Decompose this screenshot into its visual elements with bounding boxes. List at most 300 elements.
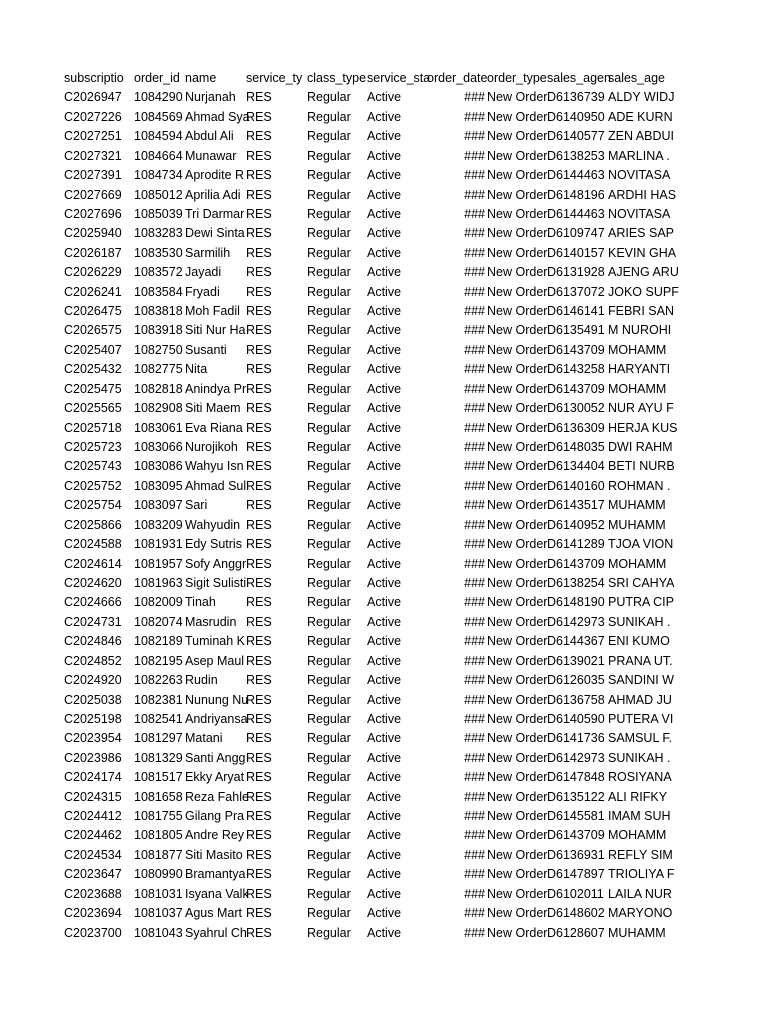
sales-agent-id-cell[interactable]: D6140590 <box>547 711 605 726</box>
order-type-cell[interactable]: New Order <box>487 187 548 202</box>
service-status-cell[interactable]: Active <box>367 498 402 513</box>
name-cell[interactable]: Aprodite R <box>185 168 245 183</box>
class-type-cell[interactable]: Regular <box>307 265 351 280</box>
sales-agent-name-cell[interactable]: NOVITASA <box>608 168 671 183</box>
service-status-cell[interactable]: Active <box>367 420 402 435</box>
class-type-cell[interactable]: Regular <box>307 323 351 338</box>
sales-agent-id-cell[interactable]: D6148035 <box>547 440 605 455</box>
name-cell[interactable]: Dewi Sinta <box>185 226 245 241</box>
order-type-cell[interactable]: New Order <box>487 886 548 901</box>
class-type-cell[interactable]: Regular <box>307 847 351 862</box>
service-type-cell[interactable]: RES <box>246 867 272 882</box>
class-type-cell[interactable]: Regular <box>307 711 351 726</box>
service-type-cell[interactable]: RES <box>246 265 272 280</box>
order-date-cell[interactable]: ### <box>464 634 485 649</box>
order-type-cell[interactable]: New Order <box>487 381 548 396</box>
service-type-cell[interactable]: RES <box>246 440 272 455</box>
order-type-cell[interactable]: New Order <box>487 478 548 493</box>
service-type-cell[interactable]: RES <box>246 673 272 688</box>
order-type-cell[interactable]: New Order <box>487 673 548 688</box>
order-type-cell[interactable]: New Order <box>487 828 548 843</box>
order-id-cell[interactable]: 1082908 <box>134 401 183 416</box>
sales-agent-name-cell[interactable]: TJOA VION <box>608 537 674 552</box>
service-status-cell[interactable]: Active <box>367 537 402 552</box>
name-cell[interactable]: Syahrul Ch <box>185 925 247 940</box>
order-date-cell[interactable]: ### <box>464 459 485 474</box>
order-date-cell[interactable]: ### <box>464 168 485 183</box>
service-type-cell[interactable]: RES <box>246 809 272 824</box>
sales-agent-id-cell[interactable]: D6102011 <box>547 886 604 901</box>
order-id-cell[interactable]: 1081329 <box>134 750 183 765</box>
sales-agent-id-cell[interactable]: D6143709 <box>547 828 605 843</box>
class-type-cell[interactable]: Regular <box>307 653 351 668</box>
subscription-cell[interactable]: C2025754 <box>64 498 122 513</box>
service-status-cell[interactable]: Active <box>367 595 402 610</box>
order-id-cell[interactable]: 1083818 <box>134 304 183 319</box>
service-type-cell[interactable]: RES <box>246 906 272 921</box>
order-id-cell[interactable]: 1082541 <box>134 711 183 726</box>
order-date-cell[interactable]: ### <box>464 342 485 357</box>
name-cell[interactable]: Susanti <box>185 342 227 357</box>
name-cell[interactable]: Reza Fahle <box>185 789 249 804</box>
sales-agent-id-cell[interactable]: D6147848 <box>547 770 605 785</box>
column-header-order-date[interactable]: order_date <box>427 71 488 85</box>
service-type-cell[interactable]: RES <box>246 731 272 746</box>
service-type-cell[interactable]: RES <box>246 614 272 629</box>
class-type-cell[interactable]: Regular <box>307 867 351 882</box>
class-type-cell[interactable]: Regular <box>307 401 351 416</box>
name-cell[interactable]: Sigit Sulisti <box>185 575 247 590</box>
service-type-cell[interactable]: RES <box>246 245 272 260</box>
class-type-cell[interactable]: Regular <box>307 828 351 843</box>
sales-agent-name-cell[interactable]: HERJA KUS <box>608 420 678 435</box>
subscription-cell[interactable]: C2024852 <box>64 653 122 668</box>
order-id-cell[interactable]: 1080990 <box>134 867 183 882</box>
order-date-cell[interactable]: ### <box>464 692 485 707</box>
order-id-cell[interactable]: 1083283 <box>134 226 183 241</box>
name-cell[interactable]: Andriyansa <box>185 711 248 726</box>
name-cell[interactable]: Nurjanah <box>185 90 236 105</box>
order-date-cell[interactable]: ### <box>464 537 485 552</box>
sales-agent-name-cell[interactable]: ENI KUMO <box>608 634 670 649</box>
service-type-cell[interactable]: RES <box>246 634 272 649</box>
order-date-cell[interactable]: ### <box>464 90 485 105</box>
sales-agent-id-cell[interactable]: D6130052 <box>547 401 605 416</box>
class-type-cell[interactable]: Regular <box>307 906 351 921</box>
class-type-cell[interactable]: Regular <box>307 129 351 144</box>
service-type-cell[interactable]: RES <box>246 323 272 338</box>
class-type-cell[interactable]: Regular <box>307 459 351 474</box>
column-header-sales-agent-id[interactable]: sales_agen <box>547 71 611 85</box>
sales-agent-id-cell[interactable]: D6138253 <box>547 148 605 163</box>
service-type-cell[interactable]: RES <box>246 847 272 862</box>
order-type-cell[interactable]: New Order <box>487 653 548 668</box>
sales-agent-id-cell[interactable]: D6135491 <box>547 323 605 338</box>
name-cell[interactable]: Wahyudin <box>185 517 241 532</box>
order-date-cell[interactable]: ### <box>464 575 485 590</box>
service-status-cell[interactable]: Active <box>367 789 402 804</box>
order-date-cell[interactable]: ### <box>464 653 485 668</box>
sales-agent-id-cell[interactable]: D6143709 <box>547 556 605 571</box>
order-date-cell[interactable]: ### <box>464 323 485 338</box>
order-date-cell[interactable]: ### <box>464 498 485 513</box>
subscription-cell[interactable]: C2023700 <box>64 925 122 940</box>
name-cell[interactable]: Ekky Aryat <box>185 770 245 785</box>
sales-agent-name-cell[interactable]: REFLY SIM <box>608 847 673 862</box>
order-type-cell[interactable]: New Order <box>487 401 548 416</box>
service-status-cell[interactable]: Active <box>367 362 402 377</box>
order-date-cell[interactable]: ### <box>464 284 485 299</box>
sales-agent-name-cell[interactable]: PUTRA CIP <box>608 595 674 610</box>
class-type-cell[interactable]: Regular <box>307 362 351 377</box>
subscription-cell[interactable]: C2025723 <box>64 440 122 455</box>
name-cell[interactable]: Nunung Nu <box>185 692 249 707</box>
subscription-cell[interactable]: C2024315 <box>64 789 122 804</box>
sales-agent-name-cell[interactable]: AHMAD JU <box>608 692 672 707</box>
sales-agent-name-cell[interactable]: DWI RAHM <box>608 440 673 455</box>
subscription-cell[interactable]: C2026187 <box>64 245 122 260</box>
order-type-cell[interactable]: New Order <box>487 750 548 765</box>
sales-agent-id-cell[interactable]: D6128607 <box>547 925 605 940</box>
service-status-cell[interactable]: Active <box>367 284 402 299</box>
service-type-cell[interactable]: RES <box>246 129 272 144</box>
column-header-name[interactable]: name <box>185 71 217 85</box>
column-header-subscription[interactable]: subscriptio <box>64 71 124 85</box>
name-cell[interactable]: Munawar <box>185 148 237 163</box>
order-date-cell[interactable]: ### <box>464 517 485 532</box>
order-date-cell[interactable]: ### <box>464 109 485 124</box>
order-date-cell[interactable]: ### <box>464 614 485 629</box>
order-type-cell[interactable]: New Order <box>487 575 548 590</box>
subscription-cell[interactable]: C2024731 <box>64 614 122 629</box>
sales-agent-name-cell[interactable]: MARYONO <box>608 906 673 921</box>
name-cell[interactable]: Anindya Pr <box>185 381 247 396</box>
subscription-cell[interactable]: C2027321 <box>64 148 122 163</box>
order-type-cell[interactable]: New Order <box>487 711 548 726</box>
class-type-cell[interactable]: Regular <box>307 692 351 707</box>
service-status-cell[interactable]: Active <box>367 109 402 124</box>
service-status-cell[interactable]: Active <box>367 847 402 862</box>
service-status-cell[interactable]: Active <box>367 187 402 202</box>
service-status-cell[interactable]: Active <box>367 692 402 707</box>
column-header-order-type[interactable]: order_type <box>487 71 547 85</box>
class-type-cell[interactable]: Regular <box>307 770 351 785</box>
service-status-cell[interactable]: Active <box>367 245 402 260</box>
order-type-cell[interactable]: New Order <box>487 595 548 610</box>
service-status-cell[interactable]: Active <box>367 750 402 765</box>
name-cell[interactable]: Gilang Pra <box>185 809 245 824</box>
sales-agent-id-cell[interactable]: D6134404 <box>547 459 605 474</box>
order-type-cell[interactable]: New Order <box>487 420 548 435</box>
order-type-cell[interactable]: New Order <box>487 809 548 824</box>
sales-agent-name-cell[interactable]: ARIES SAP <box>608 226 674 241</box>
service-status-cell[interactable]: Active <box>367 478 402 493</box>
service-type-cell[interactable]: RES <box>246 226 272 241</box>
order-id-cell[interactable]: 1085012 <box>134 187 183 202</box>
service-status-cell[interactable]: Active <box>367 304 402 319</box>
order-type-cell[interactable]: New Order <box>487 90 548 105</box>
class-type-cell[interactable]: Regular <box>307 342 351 357</box>
order-type-cell[interactable]: New Order <box>487 731 548 746</box>
service-type-cell[interactable]: RES <box>246 206 272 221</box>
class-type-cell[interactable]: Regular <box>307 90 351 105</box>
subscription-cell[interactable]: C2025752 <box>64 478 122 493</box>
name-cell[interactable]: Asep Maul <box>185 653 245 668</box>
subscription-cell[interactable]: C2023986 <box>64 750 122 765</box>
class-type-cell[interactable]: Regular <box>307 556 351 571</box>
order-id-cell[interactable]: 1083095 <box>134 478 183 493</box>
order-date-cell[interactable]: ### <box>464 129 485 144</box>
order-type-cell[interactable]: New Order <box>487 206 548 221</box>
subscription-cell[interactable]: C2025198 <box>64 711 122 726</box>
name-cell[interactable]: Edy Sutris <box>185 537 242 552</box>
class-type-cell[interactable]: Regular <box>307 245 351 260</box>
class-type-cell[interactable]: Regular <box>307 478 351 493</box>
subscription-cell[interactable]: C2025407 <box>64 342 122 357</box>
service-status-cell[interactable]: Active <box>367 886 402 901</box>
class-type-cell[interactable]: Regular <box>307 420 351 435</box>
name-cell[interactable]: Tri Darmar <box>185 206 245 221</box>
service-status-cell[interactable]: Active <box>367 653 402 668</box>
sales-agent-id-cell[interactable]: D6143709 <box>547 342 605 357</box>
sales-agent-name-cell[interactable]: ALI RIFKY <box>608 789 668 804</box>
subscription-cell[interactable]: C2027696 <box>64 206 122 221</box>
order-id-cell[interactable]: 1084664 <box>134 148 183 163</box>
sales-agent-name-cell[interactable]: MOHAMM <box>608 342 667 357</box>
subscription-cell[interactable]: C2025940 <box>64 226 122 241</box>
sales-agent-id-cell[interactable]: D6144463 <box>547 168 605 183</box>
sales-agent-name-cell[interactable]: MOHAMM <box>608 381 667 396</box>
sales-agent-id-cell[interactable]: D6141736 <box>547 731 605 746</box>
class-type-cell[interactable]: Regular <box>307 284 351 299</box>
order-type-cell[interactable]: New Order <box>487 906 548 921</box>
sales-agent-id-cell[interactable]: D6143517 <box>547 498 605 513</box>
sales-agent-name-cell[interactable]: M NUROHI <box>608 323 672 338</box>
order-id-cell[interactable]: 1084290 <box>134 90 183 105</box>
sales-agent-id-cell[interactable]: D6142973 <box>547 750 605 765</box>
order-type-cell[interactable]: New Order <box>487 459 548 474</box>
name-cell[interactable]: Abdul Ali <box>185 129 234 144</box>
order-type-cell[interactable]: New Order <box>487 226 548 241</box>
service-type-cell[interactable]: RES <box>246 886 272 901</box>
name-cell[interactable]: Aprilia Adi <box>185 187 241 202</box>
service-status-cell[interactable]: Active <box>367 265 402 280</box>
order-date-cell[interactable]: ### <box>464 265 485 280</box>
subscription-cell[interactable]: C2023647 <box>64 867 122 882</box>
class-type-cell[interactable]: Regular <box>307 731 351 746</box>
service-type-cell[interactable]: RES <box>246 925 272 940</box>
subscription-cell[interactable]: C2025432 <box>64 362 122 377</box>
subscription-cell[interactable]: C2027251 <box>64 129 122 144</box>
order-type-cell[interactable]: New Order <box>487 323 548 338</box>
sales-agent-name-cell[interactable]: ROSIYANA <box>608 770 672 785</box>
order-date-cell[interactable]: ### <box>464 770 485 785</box>
sales-agent-id-cell[interactable]: D6136931 <box>547 847 605 862</box>
subscription-cell[interactable]: C2026947 <box>64 90 122 105</box>
service-type-cell[interactable]: RES <box>246 556 272 571</box>
class-type-cell[interactable]: Regular <box>307 750 351 765</box>
order-id-cell[interactable]: 1081805 <box>134 828 183 843</box>
order-id-cell[interactable]: 1081931 <box>134 537 183 552</box>
sales-agent-name-cell[interactable]: MOHAMM <box>608 556 667 571</box>
order-type-cell[interactable]: New Order <box>487 847 548 862</box>
order-date-cell[interactable]: ### <box>464 381 485 396</box>
sales-agent-id-cell[interactable]: D6140577 <box>547 129 605 144</box>
sales-agent-id-cell[interactable]: D6143709 <box>547 381 605 396</box>
service-status-cell[interactable]: Active <box>367 440 402 455</box>
sales-agent-id-cell[interactable]: D6135122 <box>547 789 605 804</box>
subscription-cell[interactable]: C2023954 <box>64 731 122 746</box>
service-type-cell[interactable]: RES <box>246 498 272 513</box>
subscription-cell[interactable]: C2025866 <box>64 517 122 532</box>
order-id-cell[interactable]: 1084734 <box>134 168 183 183</box>
name-cell[interactable]: Nita <box>185 362 208 377</box>
class-type-cell[interactable]: Regular <box>307 809 351 824</box>
subscription-cell[interactable]: C2024588 <box>64 537 122 552</box>
order-type-cell[interactable]: New Order <box>487 692 548 707</box>
sales-agent-name-cell[interactable]: PRANA UT. <box>608 653 673 668</box>
subscription-cell[interactable]: C2024462 <box>64 828 122 843</box>
order-id-cell[interactable]: 1081755 <box>134 809 183 824</box>
subscription-cell[interactable]: C2025475 <box>64 381 122 396</box>
service-type-cell[interactable]: RES <box>246 692 272 707</box>
class-type-cell[interactable]: Regular <box>307 148 351 163</box>
sales-agent-id-cell[interactable]: D6147897 <box>547 867 605 882</box>
order-type-cell[interactable]: New Order <box>487 342 548 357</box>
class-type-cell[interactable]: Regular <box>307 381 351 396</box>
order-type-cell[interactable]: New Order <box>487 168 548 183</box>
name-cell[interactable]: Bramantya <box>185 867 246 882</box>
service-status-cell[interactable]: Active <box>367 673 402 688</box>
service-type-cell[interactable]: RES <box>246 342 272 357</box>
name-cell[interactable]: Siti Maem <box>185 401 241 416</box>
order-date-cell[interactable]: ### <box>464 789 485 804</box>
sales-agent-name-cell[interactable]: ADE KURN <box>608 109 673 124</box>
service-status-cell[interactable]: Active <box>367 711 402 726</box>
name-cell[interactable]: Wahyu Isn <box>185 459 244 474</box>
name-cell[interactable]: Masrudin <box>185 614 237 629</box>
service-type-cell[interactable]: RES <box>246 362 272 377</box>
order-type-cell[interactable]: New Order <box>487 440 548 455</box>
order-type-cell[interactable]: New Order <box>487 245 548 260</box>
order-date-cell[interactable]: ### <box>464 187 485 202</box>
sales-agent-name-cell[interactable]: FEBRI SAN <box>608 304 674 319</box>
class-type-cell[interactable]: Regular <box>307 187 351 202</box>
order-id-cell[interactable]: 1081957 <box>134 556 183 571</box>
subscription-cell[interactable]: C2024174 <box>64 770 122 785</box>
order-id-cell[interactable]: 1081297 <box>134 731 183 746</box>
order-date-cell[interactable]: ### <box>464 226 485 241</box>
class-type-cell[interactable]: Regular <box>307 517 351 532</box>
service-status-cell[interactable]: Active <box>367 575 402 590</box>
order-date-cell[interactable]: ### <box>464 828 485 843</box>
sales-agent-name-cell[interactable]: IMAM SUH <box>608 809 671 824</box>
order-date-cell[interactable]: ### <box>464 809 485 824</box>
order-id-cell[interactable]: 1082009 <box>134 595 183 610</box>
sales-agent-name-cell[interactable]: ARDHI HAS <box>608 187 677 202</box>
order-date-cell[interactable]: ### <box>464 401 485 416</box>
service-type-cell[interactable]: RES <box>246 401 272 416</box>
sales-agent-name-cell[interactable]: ALDY WIDJ <box>608 90 675 105</box>
service-status-cell[interactable]: Active <box>367 226 402 241</box>
service-status-cell[interactable]: Active <box>367 401 402 416</box>
order-id-cell[interactable]: 1083584 <box>134 284 183 299</box>
name-cell[interactable]: Tuminah K <box>185 634 245 649</box>
class-type-cell[interactable]: Regular <box>307 498 351 513</box>
sales-agent-name-cell[interactable]: SRI CAHYA <box>608 575 675 590</box>
order-type-cell[interactable]: New Order <box>487 498 548 513</box>
sales-agent-name-cell[interactable]: ROHMAN . <box>608 478 671 493</box>
class-type-cell[interactable]: Regular <box>307 789 351 804</box>
order-id-cell[interactable]: 1081963 <box>134 575 183 590</box>
service-status-cell[interactable]: Active <box>367 148 402 163</box>
sales-agent-id-cell[interactable]: D6126035 <box>547 673 605 688</box>
order-date-cell[interactable]: ### <box>464 750 485 765</box>
sales-agent-id-cell[interactable]: D6136309 <box>547 420 605 435</box>
service-status-cell[interactable]: Active <box>367 517 402 532</box>
service-type-cell[interactable]: RES <box>246 653 272 668</box>
sales-agent-id-cell[interactable]: D6144463 <box>547 206 605 221</box>
subscription-cell[interactable]: C2024534 <box>64 847 122 862</box>
service-status-cell[interactable]: Active <box>367 459 402 474</box>
service-status-cell[interactable]: Active <box>367 770 402 785</box>
sales-agent-id-cell[interactable]: D6148602 <box>547 906 605 921</box>
order-date-cell[interactable]: ### <box>464 148 485 163</box>
sales-agent-id-cell[interactable]: D6143258 <box>547 362 605 377</box>
sales-agent-id-cell[interactable]: D6146141 <box>547 304 605 319</box>
class-type-cell[interactable]: Regular <box>307 109 351 124</box>
service-status-cell[interactable]: Active <box>367 906 402 921</box>
service-type-cell[interactable]: RES <box>246 537 272 552</box>
order-id-cell[interactable]: 1082750 <box>134 342 183 357</box>
order-date-cell[interactable]: ### <box>464 906 485 921</box>
sales-agent-name-cell[interactable]: SUNIKAH . <box>608 614 671 629</box>
subscription-cell[interactable]: C2025743 <box>64 459 122 474</box>
order-date-cell[interactable]: ### <box>464 673 485 688</box>
order-type-cell[interactable]: New Order <box>487 362 548 377</box>
name-cell[interactable]: Siti Masito <box>185 847 243 862</box>
order-type-cell[interactable]: New Order <box>487 537 548 552</box>
subscription-cell[interactable]: C2026229 <box>64 265 122 280</box>
service-type-cell[interactable]: RES <box>246 109 272 124</box>
class-type-cell[interactable]: Regular <box>307 925 351 940</box>
subscription-cell[interactable]: C2024920 <box>64 673 122 688</box>
name-cell[interactable]: Rudin <box>185 673 218 688</box>
sales-agent-id-cell[interactable]: D6141289 <box>547 537 605 552</box>
service-type-cell[interactable]: RES <box>246 187 272 202</box>
service-status-cell[interactable]: Active <box>367 828 402 843</box>
order-type-cell[interactable]: New Order <box>487 789 548 804</box>
order-date-cell[interactable]: ### <box>464 886 485 901</box>
service-status-cell[interactable]: Active <box>367 614 402 629</box>
class-type-cell[interactable]: Regular <box>307 575 351 590</box>
service-type-cell[interactable]: RES <box>246 828 272 843</box>
sales-agent-name-cell[interactable]: NUR AYU F <box>608 401 674 416</box>
order-date-cell[interactable]: ### <box>464 925 485 940</box>
sales-agent-id-cell[interactable]: D6142973 <box>547 614 605 629</box>
column-header-sales-agent-name[interactable]: sales_age <box>608 71 665 85</box>
sales-agent-name-cell[interactable]: KEVIN GHA <box>608 245 677 260</box>
sales-agent-id-cell[interactable]: D6137072 <box>547 284 605 299</box>
service-status-cell[interactable]: Active <box>367 809 402 824</box>
order-id-cell[interactable]: 1082189 <box>134 634 183 649</box>
order-date-cell[interactable]: ### <box>464 420 485 435</box>
service-status-cell[interactable]: Active <box>367 129 402 144</box>
sales-agent-id-cell[interactable]: D6140160 <box>547 478 605 493</box>
order-id-cell[interactable]: 1081877 <box>134 847 183 862</box>
sales-agent-name-cell[interactable]: PUTERA VI <box>608 711 674 726</box>
class-type-cell[interactable]: Regular <box>307 226 351 241</box>
